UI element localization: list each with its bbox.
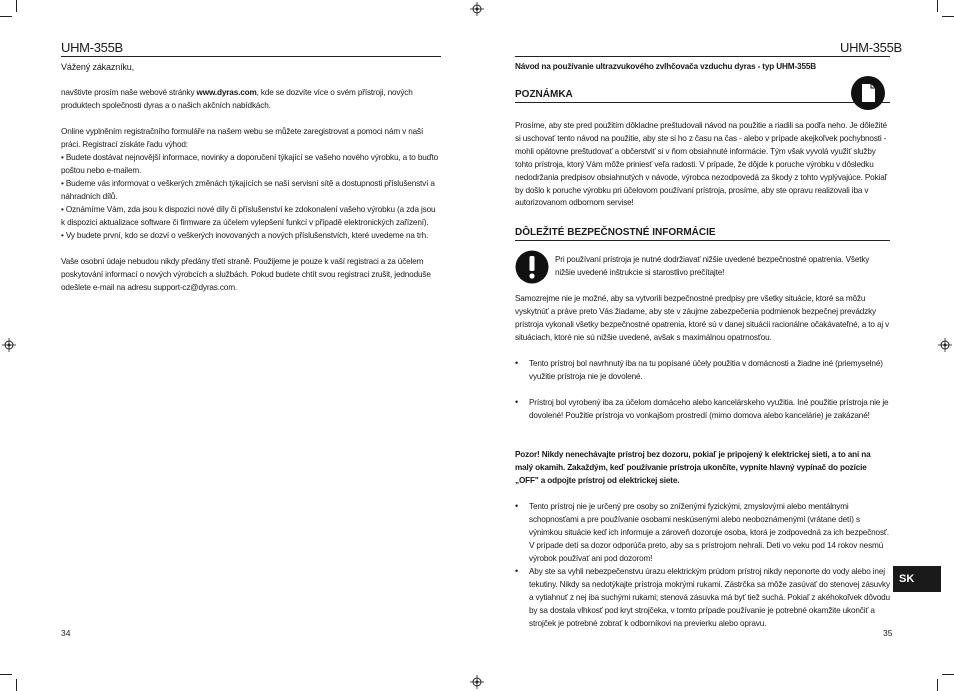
website-link[interactable]: www.dyras.com [196, 88, 257, 97]
safety-bullet: Prístroj bol vyrobený iba za účelom domáceho alebo kancelárskeho využitia. Iné použitie prístroja nie je dovolené! Použitie prístroja vo vonkajšom prostredí (mimo domova alebo kancelárie) je zakázané! [529, 398, 889, 420]
bullet-marker: • [515, 397, 519, 407]
crop-mark [942, 674, 954, 675]
privacy-paragraph: Vaše osobní údaje nebudou nikdy předány třetí straně. Použijeme je pouze k vaší registraci a za účelem poskytování informací o nových výrobcích a službách. Pokud budete chtít svou registraci zrušit, jednoduše odešlete e-mail na adresu support-cz@dyras.com. [61, 257, 431, 292]
safety-intro: Pri používaní prístroja je nutné dodržiavať nižšie uvedené bezpečnostné opatrenia. Všetky nižšie uvedené inštrukcie si starostlivo prečítajte! [555, 255, 870, 277]
crop-mark [937, 0, 938, 12]
model-header-left: UHM-355B [61, 40, 123, 55]
warning-icon [515, 250, 549, 284]
page-number-left: 34 [61, 628, 71, 638]
safety-heading: DÔLEŽITÉ BEZPEČNOSTNÉ INFORMÁCIE [515, 227, 716, 238]
safety-paragraph: Samozrejme nie je možné, aby sa vytvorili bezpečnostné predpisy pre všetky situácie, ktoré sa môžu vyskytnúť a práve preto Vás žiadame, aby ste v záujme zabezpečenia podmienok bezpečnej prevádzky prístroja vykonali všetky bezpečnostné opatrenia, ktoré sú v danej situácii racionálne očakávateľné, a to aj v situáciach, ktoré nie sú nižšie uvedené, avšak s maximálnou opatrnosťou. [515, 294, 890, 342]
page-number-right: 35 [883, 628, 893, 638]
registration-mark-icon [470, 675, 484, 689]
crop-mark [16, 679, 17, 691]
website-text-post: , kde se dozvíte více o svém přístroji, nových produktech společnosti dyras a o našich akčních nabídkách. [61, 88, 413, 110]
bullet-marker: • [515, 501, 519, 511]
safety-bullet: Aby ste sa vyhli nebezpečenstvu úrazu elektrickým prúdom prístroj nikdy neponorte do vody alebo inej tekutiny. Nikdy sa nedotýkajte prístroja mokrými rukami. Zástrčka sa môže zasúvať do stenovej zásuvky a vytiahnuť z nej iba suchými rukami; stenová zásuvka má byť tiež suchá. Pokiaľ z akéhokoľvek dôvodu by sa dostala vlhkosť pod kryt strojčeka, v tomto prípade používanie je potrebné okamžite ukončiť a strojček je potrebné zobrať k odborníkovi na previerku alebo opravu. [529, 567, 890, 628]
crop-mark [937, 679, 938, 691]
website-text-pre: navštivte prosím naše webové stránky [61, 88, 197, 97]
greeting: Vážený zákazníku, [61, 62, 134, 72]
benefit-item: • Oznámíme Vám, zda jsou k dispozici nové díly či příslušenství ke zdokonalení vašeho výrobku (a zda jsou k dispozici aktualizace software či firmware za účelem vylepšení funkcí v případě elektronických zařízení). [61, 205, 436, 227]
note-heading: POZNÁMKA [515, 89, 573, 100]
crop-mark [0, 674, 12, 675]
document-title: Návod na používanie ultrazvukového zvlhčovača vzduchu dyras - typ UHM-355B [515, 62, 817, 71]
benefit-item: • Budeme vás informovat o veškerých změnách týkajících se naší servisní sítě a dostupnosti příslušenství a náhradních dílů. [61, 179, 435, 201]
model-header-right: UHM-355B [840, 40, 902, 55]
language-tab: SK [893, 566, 941, 592]
safety-bullet: Tento prístroj bol navrhnutý iba na tu popísané účely použitia v domácnosti a žiadne iné (priemyselné) využitie prístroja nie je dovolené. [529, 359, 883, 381]
note-heading-rule [515, 102, 890, 103]
header-rule-left [61, 56, 441, 57]
note-icon [850, 75, 886, 111]
crop-mark [16, 0, 17, 12]
benefit-item: • Vy budete první, kdo se dozví o veškerých inovovaných a nových příslušenstvích, které uvedeme na trh. [61, 231, 429, 240]
safety-heading-rule [515, 240, 890, 241]
header-rule-right [515, 56, 890, 57]
note-paragraph: Prosíme, aby ste pred použitím dôkladne preštudovali návod na použitie a riadili sa podľa neho. Je dôležité si uschovať tento návod na použitie, aby ste si ho z času na čas - alebo v prípade akejkoľvek pochybnosti - mohli opätovne preštudovať a občerstviť si v ňom obsiahnuté informácie. Tým však vyvolá využiť služby tohto prístroja, ktorý Vám môže priniesť veľa radosti. V prípade, že dôjde k poruche výrobku v dôsledku nedodržania predpisov obsiahnutých v návode, výrobca nezodpovedá za škody z tohto vyplývajúce. Pokiaľ by došlo k poruche výrobku pri účelovom používaní prístroja, prosíme, aby ste opravu realizovali iba v autorizovanom odbornom servise! [515, 121, 887, 208]
crop-mark [0, 16, 12, 17]
registration-mark-icon [2, 338, 16, 352]
website-paragraph [61, 87, 441, 113]
benefit-item: • Budete dostávat nejnovější informace, novinky a doporučení týkající se vašeho nového výrobku, a to buďto poštou nebo e-mailem. [61, 153, 439, 175]
warning-paragraph: Pozor! Nikdy nenechávajte prístroj bez dozoru, pokiaľ je pripojený k elektrickej sieti, a to ani na malý okamih. Zakaždým, keď používanie prístroja ukončíte, vypnite hlavný vypínač do pozície „OFF" a odpojte prístroj od elektrickej siete. [515, 450, 871, 485]
registration-paragraph: Online vyplněním registračního formuláře na našem webu se můžete zaregistrovat a pomoci nám v naší práci. Registrací získáte řadu výhod: [61, 127, 424, 149]
safety-bullet: Tento prístroj nie je určený pre osoby so zníženými fyzickými, zmyslovými alebo mentálnymi schopnosťami a pre používanie osobami neskúsenými alebo neoboznámenými (vrátane detí) s výnimkou situácie keď ich informuje a zároveň dozoruje osoba, ktorá je zodpovedná za ich bezpečnosť. V prípade detí sa dozor odporúča preto, aby sa s prístrojom nehrali. Deti vo veku pod 14 rokov nesmú výrobok používať ani pod dozorom! [529, 502, 889, 563]
bullet-marker: • [515, 358, 519, 368]
registration-mark-icon [938, 338, 952, 352]
registration-mark-icon [470, 2, 484, 16]
bullet-marker: • [515, 566, 519, 576]
crop-mark [942, 16, 954, 17]
